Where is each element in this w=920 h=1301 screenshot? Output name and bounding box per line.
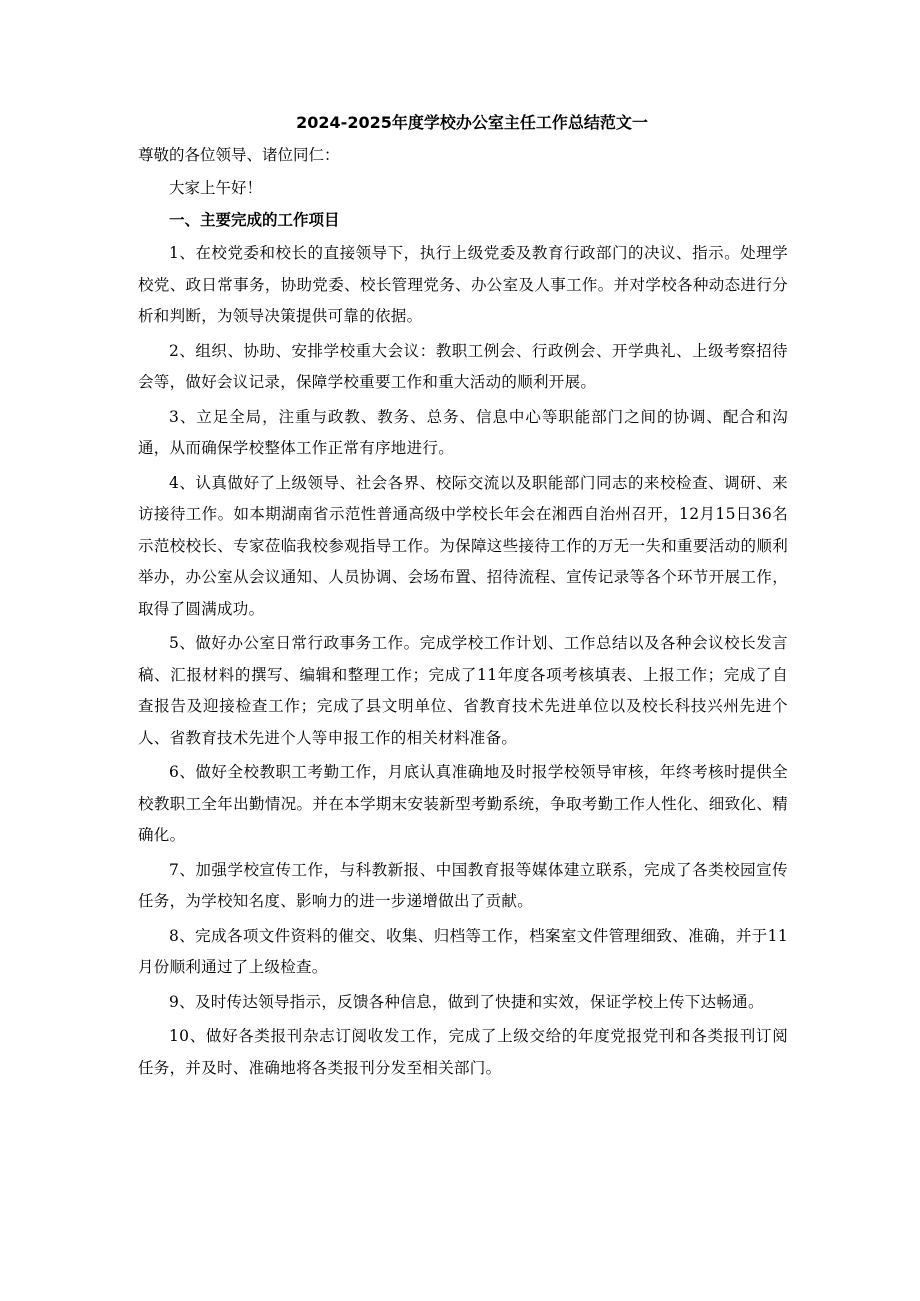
work-item-5: 5、做好办公室日常行政事务工作。完成学校工作计划、工作总结以及各种会议校长发言稿、汇报材料的撰写、编辑和整理工作；完成了11年度各项考核填表、上报工作；完成了自查报告及迎接检查工作；完成了县文明单位、省教育技术先进单位以及校长科技兴州先进个人、省教育技术先进个人等申报工作的相关材料准备。 <box>138 634 788 747</box>
section-heading: 一、主要完成的工作项目 <box>169 211 340 229</box>
work-item-3: 3、立足全局，注重与政教、教务、总务、信息中心等职能部门之间的协调、配合和沟通，从而确保学校整体工作正常有序地进行。 <box>138 407 788 457</box>
document-title: 2024-2025年度学校办公室主任工作总结范文一 <box>296 113 648 132</box>
greeting: 大家上午好！ <box>169 179 263 197</box>
work-item-7: 7、加强学校宣传工作，与科教新报、中国教育报等媒体建立联系，完成了各类校园宣传任务，为学校知名度、影响力的进一步递增做出了贡献。 <box>138 860 788 910</box>
work-item-6: 6、做好全校教职工考勤工作，月底认真准确地及时报学校领导审核，年终考核时提供全校教职工全年出勤情况。并在本学期末安装新型考勤系统，争取考勤工作人性化、细致化、精确化。 <box>138 763 788 844</box>
work-item-2: 2、组织、协助、安排学校重大会议：教职工例会、行政例会、开学典礼、上级考察招待会等，做好会议记录，保障学校重要工作和重大活动的顺利开展。 <box>138 341 788 391</box>
work-item-10: 10、做好各类报刊杂志订阅收发工作，完成了上级交给的年度党报党刊和各类报刊订阅任务，并及时、准确地将各类报刊分发至相关部门。 <box>138 1027 788 1077</box>
document-page <box>138 108 788 1087</box>
work-item-1: 1、在校党委和校长的直接领导下，执行上级党委及教育行政部门的决议、指示。处理学校党、政日常事务，协助党委、校长管理党务、办公室及人事工作。并对学校各种动态进行分析和判断，为领导决策提供可靠的依据。 <box>138 244 788 325</box>
work-item-4: 4、认真做好了上级领导、社会各界、校际交流以及职能部门同志的来校检查、调研、来访接待工作。如本期湖南省示范性普通高级中学校长年会在湘西自治州召开，12月15日36名示范校校长、专家莅临我校参观指导工作。为保障这些接待工作的万无一失和重要活动的顺利举办，办公室从会议通知、人员协调、会场布置、招待流程、宣传记录等各个环节开展工作，取得了圆满成功。 <box>138 473 788 618</box>
work-item-9: 9、及时传达领导指示，反馈各种信息，做到了快捷和实效，保证学校上传下达畅通。 <box>169 992 764 1011</box>
salutation: 尊敬的各位领导、诸位同仁： <box>138 146 340 164</box>
work-item-8: 8、完成各项文件资料的催交、收集、归档等工作，档案室文件管理细致、准确，并于11月份顺利通过了上级检查。 <box>138 926 788 976</box>
